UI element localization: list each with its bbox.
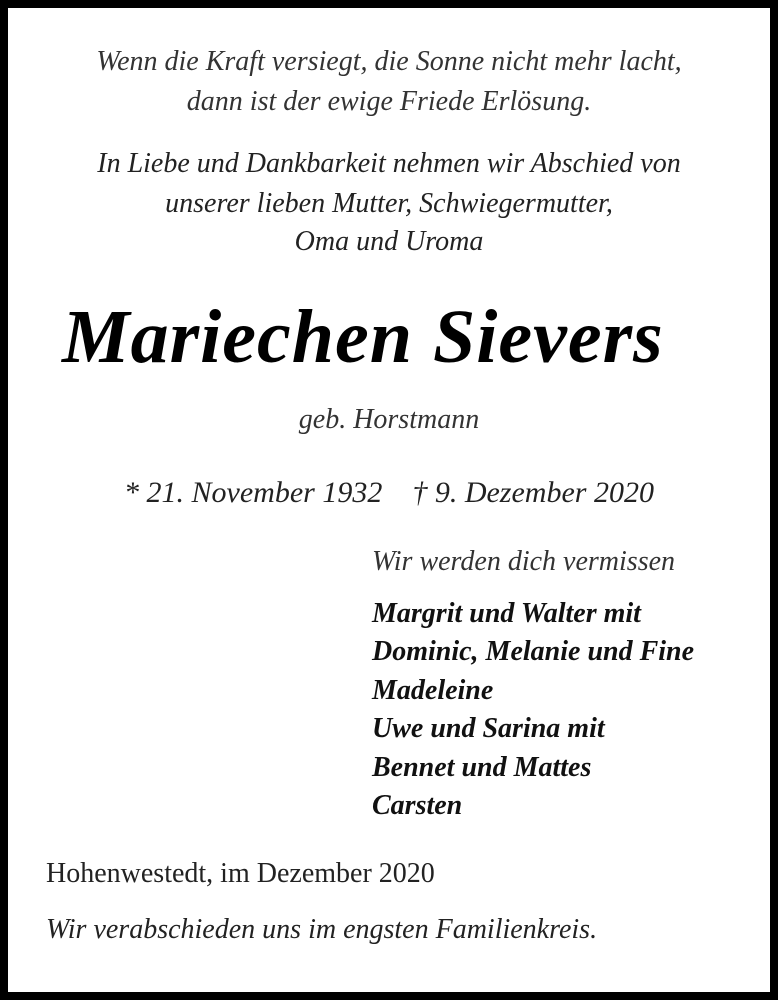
intro-line-1: In Liebe und Dankbarkeit nehmen wir Abschied von [97,148,681,179]
family-line-4: Uwe und Sarina mit [372,713,605,744]
closing-note: Wir verabschieden uns im engsten Familienkreis. [46,914,598,945]
intro-line-2: unserer lieben Mutter, Schwiegermutter, [165,188,613,219]
family-line-3: Madeleine [372,675,494,706]
family-line-2: Dominic, Melanie und Fine [372,636,695,667]
birth-name: geb. Horstmann [298,404,480,435]
place-date: Hohenwestedt, im Dezember 2020 [46,858,435,889]
quote-line-2: dann ist der ewige Friede Erlösung. [186,86,592,117]
deceased-name: Mariechen Sievers [62,295,664,379]
family-line-6: Carsten [372,790,463,821]
family-line-5: Bennet und Mattes [372,752,592,783]
quote-line-1: Wenn die Kraft versiegt, die Sonne nicht mehr lacht, [96,46,682,77]
life-dates: * 21. November 1932 † 9. Dezember 2020 [124,476,654,509]
intro-line-3: Oma und Uroma [294,226,484,257]
miss-line: Wir werden dich vermissen [372,546,676,577]
family-line-1: Margrit und Walter mit [372,598,641,629]
